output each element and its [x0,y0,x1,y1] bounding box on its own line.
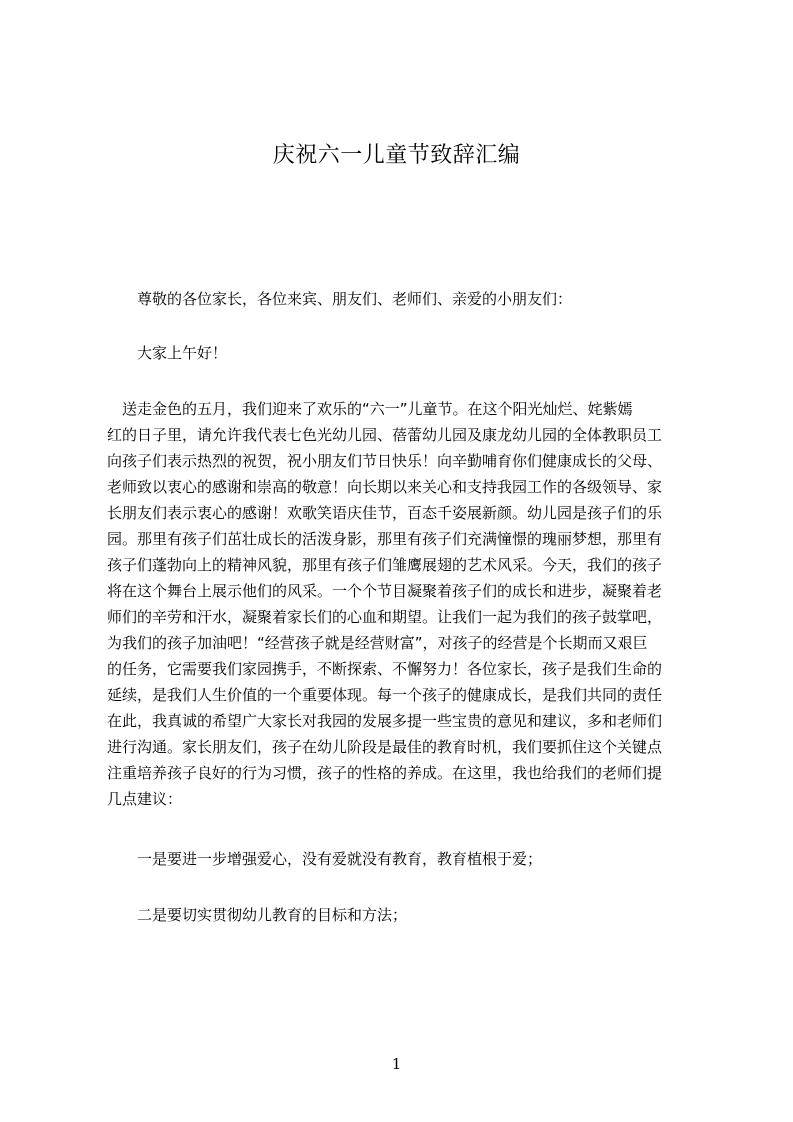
page-number: 1 [391,1055,402,1073]
body-line: 延续，是我们人生价值的一个重要体现。每一个孩子的健康成长，是我们共同的责任 [107,686,663,704]
body-line: 向孩子们表示热烈的祝贺，祝小朋友们节日快乐！向辛勤哺育你们健康成长的父母、 [107,452,663,470]
body-line: 老师致以衷心的感谢和崇高的敬意！向长期以来关心和支持我园工作的各级领导、家 [107,478,663,496]
document-title: 庆祝六一儿童节致辞汇编 [272,143,521,168]
body-line: 进行沟通。家长朋友们，孩子在幼儿阶段是最佳的教育时机，我们要抓住这个关键点 [107,738,663,756]
body-line: 红的日子里，请允许我代表七色光幼儿园、蓓蕾幼儿园及康龙幼儿园的全体教职员工 [107,426,663,444]
body-line: 在此，我真诚的希望广大家长对我园的发展多提一些宝贵的意见和建议，多和老师们 [107,712,663,730]
greeting-paragraph: 大家上午好！ [137,344,228,362]
salutation-paragraph: 尊敬的各位家长，各位来宾、朋友们、老师们、亲爱的小朋友们： [137,290,573,308]
body-line: 孩子们蓬勃向上的精神风貌，那里有孩子们雏鹰展翅的艺术风采。今天，我们的孩子 [107,556,663,574]
body-line: 为我们的孩子加油吧！“经营孩子就是经营财富”，对孩子的经营是个长期而又艰巨 [107,634,648,652]
point-one-paragraph: 一是要进一步增强爱心，没有爱就没有教育，教育植根于爱； [137,850,543,868]
body-line: 注重培养孩子良好的行为习惯，孩子的性格的养成。在这里，我也给我们的老师们提 [107,764,663,782]
body-line: 长朋友们表示衷心的感谢！欢歌笑语庆佳节，百态千姿展新颜。幼儿园是孩子们的乐 [107,504,663,522]
body-line: 园。那里有孩子们茁壮成长的活泼身影，那里有孩子们充满憧憬的瑰丽梦想，那里有 [107,530,663,548]
body-line: 的任务，它需要我们家园携手，不断探索、不懈努力！各位家长，孩子是我们生命的 [107,660,663,678]
body-line: 师们的辛劳和汗水，凝聚着家长们的心血和期望。让我们一起为我们的孩子鼓掌吧， [107,608,663,626]
body-line: 送走金色的五月，我们迎来了欢乐的“六一”儿童节。在这个阳光灿烂、姹紫嫣 [107,400,633,418]
main-body-paragraph [107,396,699,826]
body-line: 将在这个舞台上展示他们的风采。一个个节目凝聚着孩子们的成长和进步，凝聚着老 [107,582,663,600]
body-line: 几点建议： [107,790,183,808]
point-two-paragraph: 二是要切实贯彻幼儿教育的目标和方法； [137,906,408,924]
